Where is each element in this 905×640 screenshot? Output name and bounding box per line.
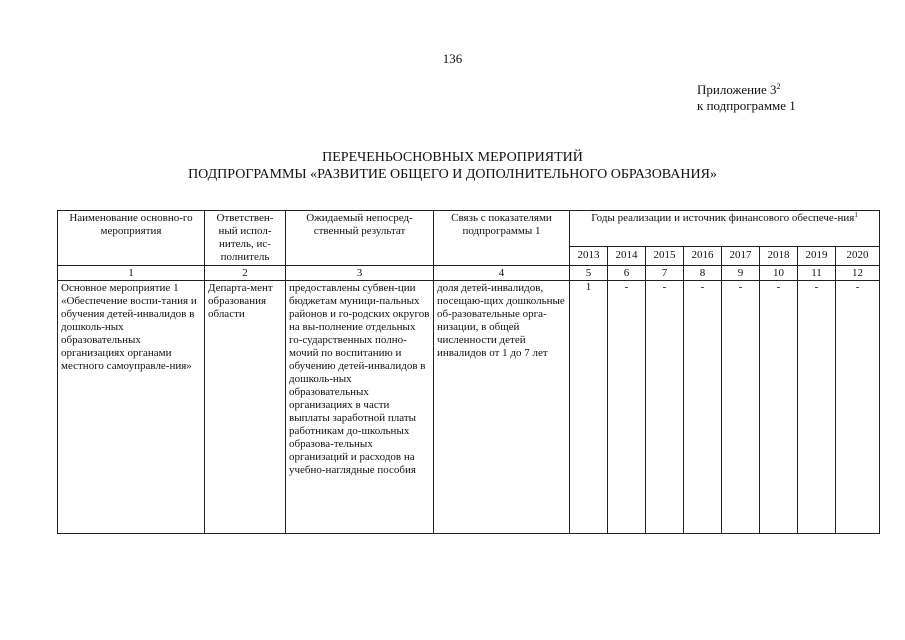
- year-header: 2015: [646, 247, 684, 266]
- title-line2: ПОДПРОГРАММЫ «РАЗВИТИЕ ОБЩЕГО И ДОПОЛНИТЕЛЬНОГО ОБРАЗОВАНИЯ»: [188, 167, 717, 182]
- year-header: 2014: [608, 247, 646, 266]
- year-value-cell: -: [836, 281, 880, 534]
- column-number: 3: [286, 266, 434, 281]
- measures-table: [57, 210, 880, 534]
- year-value-cell: -: [798, 281, 836, 534]
- year-header: 2013: [570, 247, 608, 266]
- column-number: 8: [684, 266, 722, 281]
- column-number: 1: [58, 266, 205, 281]
- column-number: 12: [836, 266, 880, 281]
- header-expected-result: Ожидаемый непосред-ственный результат: [286, 211, 434, 266]
- column-number: 7: [646, 266, 684, 281]
- year-header: 2017: [722, 247, 760, 266]
- header-executor: Ответствен-ный испол-нитель, ис-полнитель: [205, 211, 286, 266]
- header-indicator-link: Связь с показателями подпрограммы 1: [434, 211, 570, 266]
- appendix-line1: Приложение 3: [697, 82, 777, 97]
- document-title: [0, 149, 905, 183]
- header-years-group-text: Годы реализации и источник финансового обеспече-ния: [591, 212, 855, 224]
- indicator-cell: доля детей-инвалидов, посещаю-щих дошкольные об-разовательные орга-низации, в общей численности детей инвалидов от 1 до 7 лет: [434, 281, 570, 534]
- year-value-cell: 1: [570, 281, 608, 534]
- appendix-superscript: 2: [776, 82, 781, 91]
- column-number: 4: [434, 266, 570, 281]
- year-value-cell: -: [722, 281, 760, 534]
- year-header: 2020: [836, 247, 880, 266]
- appendix-line2: к подпрограмме 1: [697, 98, 796, 113]
- year-value-cell: -: [760, 281, 798, 534]
- year-value-cell: -: [684, 281, 722, 534]
- page-number: 136: [442, 51, 463, 66]
- column-number: 5: [570, 266, 608, 281]
- table-row: [58, 281, 880, 534]
- year-header: 2018: [760, 247, 798, 266]
- header-years-group: [570, 211, 880, 247]
- year-header: 2016: [684, 247, 722, 266]
- appendix-label: [697, 82, 796, 114]
- year-value-cell: -: [608, 281, 646, 534]
- header-measure-name: Наименование основно-го мероприятия: [58, 211, 205, 266]
- executor-cell: Департа-мент образования области: [205, 281, 286, 534]
- year-header: 2019: [798, 247, 836, 266]
- column-number-row: [58, 266, 880, 281]
- title-line1: ПЕРЕЧЕНЬОСНОВНЫХ МЕРОПРИЯТИЙ: [322, 150, 583, 165]
- column-number: 9: [722, 266, 760, 281]
- column-number: 2: [205, 266, 286, 281]
- expected-result-cell: предоставлены субвен-ции бюджетам муници-пальных районов и го-родских округов на вы-полнение отдельных го-сударственных полно-мочий по воспитанию и обучению детей-инвалидов в дошколь-ных образовательных организациях в части выплаты заработной платы работникам до-школьных образова-тельных организаций и расходов на учебно-наглядные пособия: [286, 281, 434, 534]
- column-number: 6: [608, 266, 646, 281]
- column-number: 11: [798, 266, 836, 281]
- year-value-cell: -: [646, 281, 684, 534]
- measure-name-cell: Основное мероприятие 1 «Обеспечение воспи-тания и обучения детей-инвалидов в дошколь-ных образовательных организациях органами местного самоуправле-ния»: [58, 281, 205, 534]
- header-years-group-sup: 1: [854, 211, 858, 219]
- column-number: 10: [760, 266, 798, 281]
